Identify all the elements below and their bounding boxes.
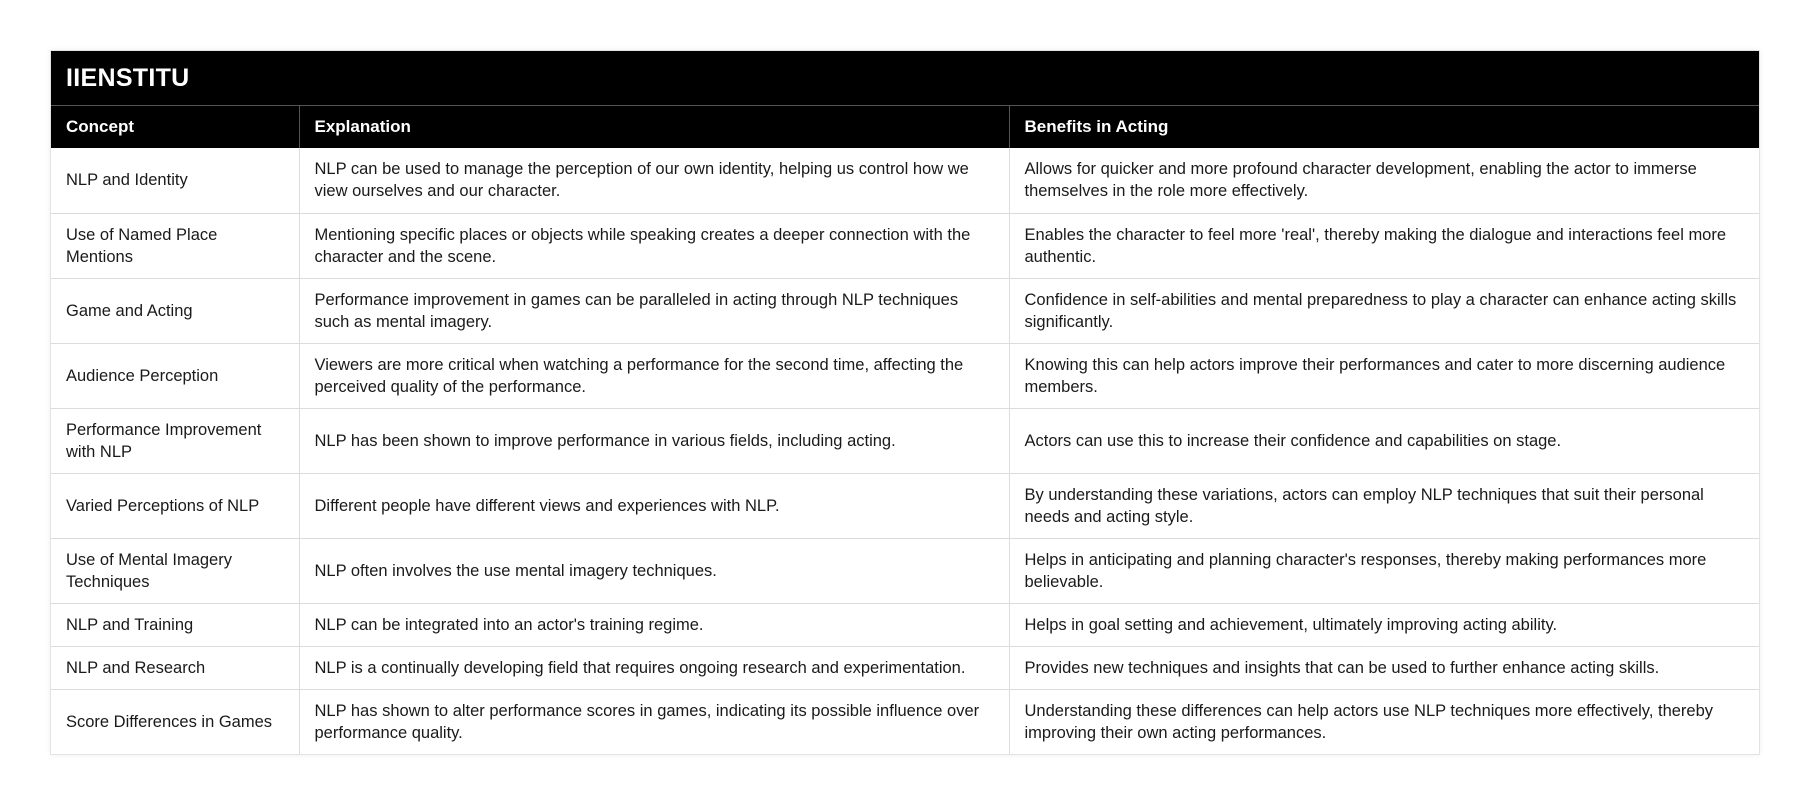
cell-benefits: Enables the character to feel more 'real', thereby making the dialogue and interactions feel more authentic. — [1009, 213, 1759, 278]
cell-explanation: NLP often involves the use mental imagery techniques. — [299, 538, 1009, 603]
content-table-card — [50, 50, 1760, 755]
nlp-acting-table — [51, 106, 1759, 754]
cell-benefits: Knowing this can help actors improve their performances and cater to more discerning audience members. — [1009, 343, 1759, 408]
table-title: IIENSTITU — [51, 51, 1759, 106]
cell-concept: Use of Mental Imagery Techniques — [51, 538, 299, 603]
cell-benefits: By understanding these variations, actors can employ NLP techniques that suit their personal needs and acting style. — [1009, 473, 1759, 538]
table-row — [51, 213, 1759, 278]
cell-benefits: Helps in goal setting and achievement, ultimately improving acting ability. — [1009, 603, 1759, 646]
table-header-row — [51, 106, 1759, 148]
cell-concept: NLP and Training — [51, 603, 299, 646]
cell-concept: NLP and Identity — [51, 148, 299, 213]
cell-concept: Use of Named Place Mentions — [51, 213, 299, 278]
cell-explanation: NLP can be used to manage the perception of our own identity, helping us control how we view ourselves and our character. — [299, 148, 1009, 213]
cell-explanation: NLP can be integrated into an actor's training regime. — [299, 603, 1009, 646]
cell-concept: Varied Perceptions of NLP — [51, 473, 299, 538]
table-row — [51, 148, 1759, 213]
header-benefits: Benefits in Acting — [1009, 106, 1759, 148]
cell-benefits: Actors can use this to increase their confidence and capabilities on stage. — [1009, 408, 1759, 473]
table-row — [51, 473, 1759, 538]
header-concept: Concept — [51, 106, 299, 148]
table-row — [51, 343, 1759, 408]
table-row — [51, 408, 1759, 473]
cell-concept: NLP and Research — [51, 646, 299, 689]
cell-benefits: Helps in anticipating and planning character's responses, thereby making performances more believable. — [1009, 538, 1759, 603]
table-row — [51, 646, 1759, 689]
cell-concept: Game and Acting — [51, 278, 299, 343]
table-row — [51, 538, 1759, 603]
cell-explanation: Viewers are more critical when watching a performance for the second time, affecting the perceived quality of the performance. — [299, 343, 1009, 408]
table-row — [51, 689, 1759, 754]
header-explanation: Explanation — [299, 106, 1009, 148]
cell-explanation: NLP has shown to alter performance scores in games, indicating its possible influence over performance quality. — [299, 689, 1009, 754]
cell-benefits: Understanding these differences can help actors use NLP techniques more effectively, thereby improving their own acting performances. — [1024, 701, 1714, 742]
table-row — [51, 603, 1759, 646]
table-row — [51, 278, 1759, 343]
cell-benefits: Allows for quicker and more profound character development, enabling the actor to immerse themselves in the role more effectively. — [1009, 148, 1759, 213]
cell-explanation: Performance improvement in games can be paralleled in acting through NLP techniques such as mental imagery. — [299, 278, 1009, 343]
cell-concept: Score Differences in Games — [51, 689, 299, 754]
cell-concept: Audience Perception — [51, 343, 299, 408]
cell-concept: Performance Improvement with NLP — [51, 408, 299, 473]
cell-explanation: Mentioning specific places or objects while speaking creates a deeper connection with the character and the scene. — [299, 213, 1009, 278]
cell-explanation: NLP has been shown to improve performance in various fields, including acting. — [299, 408, 1009, 473]
cell-benefits: Confidence in self-abilities and mental preparedness to play a character can enhance acting skills significantly. — [1009, 278, 1759, 343]
cell-benefits: Provides new techniques and insights that can be used to further enhance acting skills. — [1009, 646, 1759, 689]
cell-explanation: Different people have different views and experiences with NLP. — [299, 473, 1009, 538]
cell-explanation: NLP is a continually developing field that requires ongoing research and experimentation. — [299, 646, 1009, 689]
